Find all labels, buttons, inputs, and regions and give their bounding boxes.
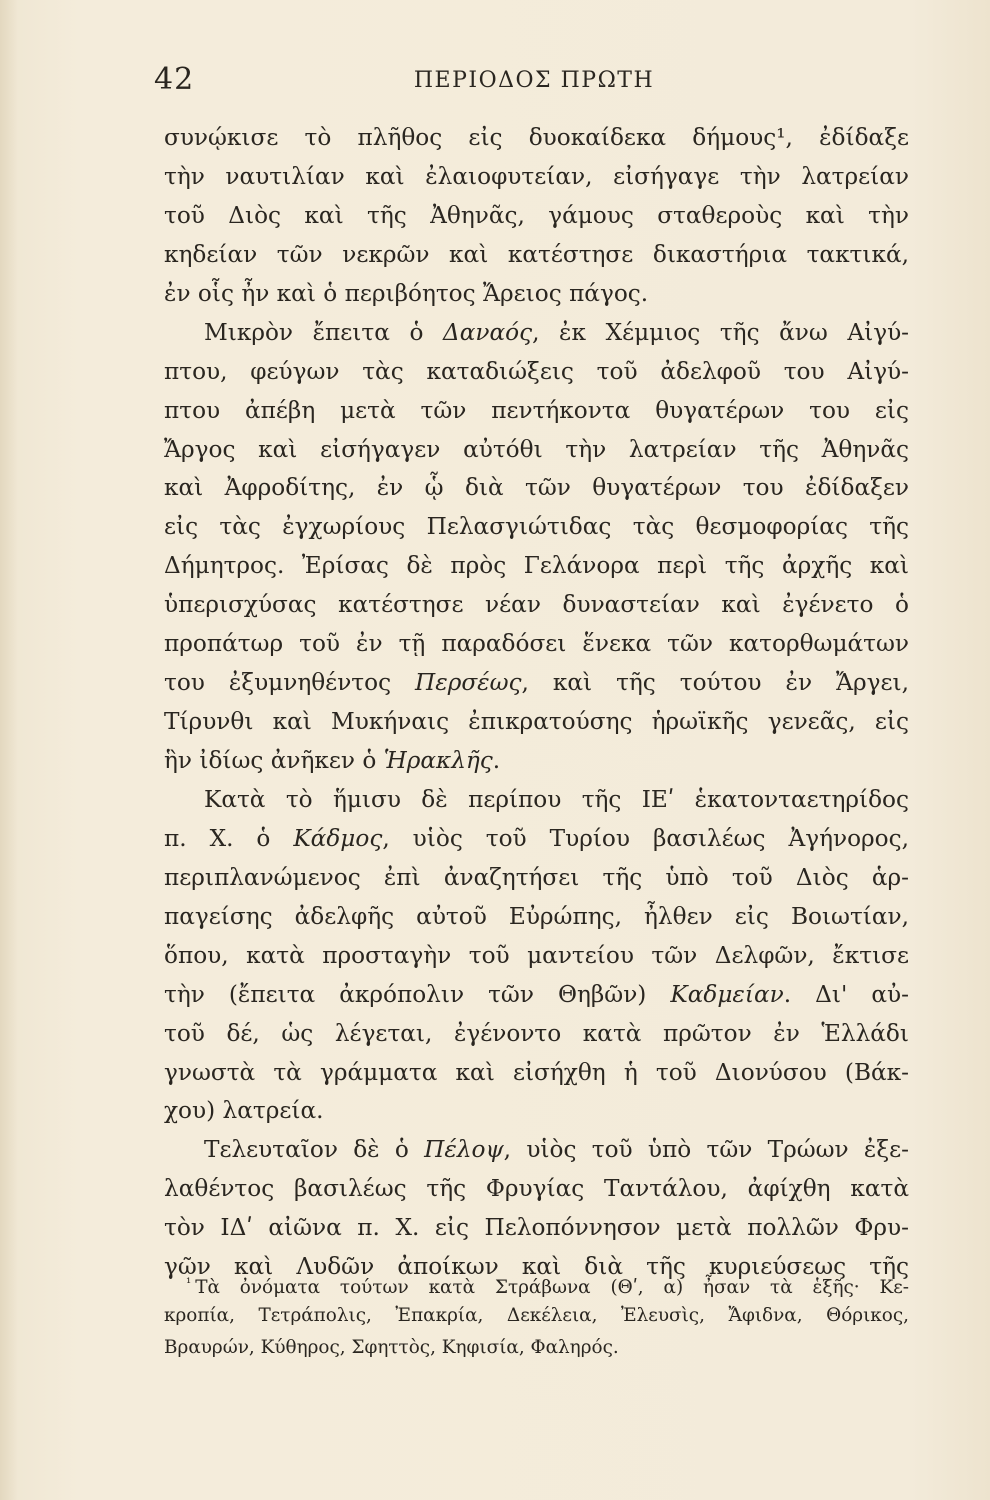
text-line: παγείσης ἀδελφῆς αὐτοῦ Εὐρώπης, ἦλθεν εἰς Βοιωτίαν, [164, 902, 909, 930]
text-line: ἣν ἰδίως ἀνῆκεν ὁ Ἡρακλῆς. [164, 747, 501, 774]
text-line: κηδείαν τῶν νεκρῶν καὶ κατέστησε δικαστήρια τακτικά, [164, 240, 909, 268]
text-line: τὴν (ἔπειτα ἀκρόπολιν τῶν Θηβῶν) Καδμείαν. Δι' αὐ- [164, 980, 909, 1008]
footnote-marker: ¹ [186, 1276, 192, 1291]
running-head: ΠΕΡΙΟΔΟΣ ΠΡΩΤΗ [413, 68, 655, 93]
text-line: πτου ἀπέβη μετὰ τῶν πεντήκοντα θυγατέρων του εἰς [164, 396, 909, 424]
page-gutter-shadow [0, 0, 18, 1500]
text-line: γῶν καὶ Λυδῶν ἀποίκων καὶ διὰ τῆς κυριεύσεως τῆς [164, 1253, 909, 1281]
text-line: τὴν ναυτιλίαν καὶ ἐλαιοφυτείαν, εἰσήγαγε τὴν λατρείαν [164, 162, 909, 190]
body-text [164, 119, 909, 1287]
text-line: Μικρὸν ἔπειτα ὁ Δαναός, ἐκ Χέμμιος τῆς ἄνω Αἰγύ- [204, 318, 909, 346]
footnote-line [164, 1268, 909, 1300]
footnote-text: Τὰ ὀνόματα τούτων κατὰ Στράβωνα (Θʹ, α) ἦσαν τὰ ἑξῆς· Κε- [195, 1277, 909, 1298]
text-line: περιπλανώμενος ἐπὶ ἀναζητήσει τῆς ὑπὸ τοῦ Διὸς ἁρ- [164, 863, 909, 891]
footnote-line: κροπία, Τετράπολις, Ἐπακρία, Δεκέλεια, Ἐλευσὶς, Ἄφιδνα, Θόρικος, [164, 1305, 909, 1326]
text-line: τὸν ΙΔʹ αἰῶνα π. Χ. εἰς Πελοπόννησον μετὰ πολλῶν Φρυ- [164, 1214, 909, 1242]
text-line: του ἐξυμνηθέντος Περσέως, καὶ τῆς τούτου ἐν Ἄργει, [164, 669, 909, 697]
text-line: τοῦ δέ, ὡς λέγεται, ἐγένοντο κατὰ πρῶτον ἐν Ἑλλάδι [164, 1019, 909, 1047]
text-line: καὶ Ἀφροδίτης, ἐν ᾧ διὰ τῶν θυγατέρων του ἐδίδαξεν [164, 474, 909, 502]
text-line: ὑπερισχύσας κατέστησε νέαν δυναστείαν καὶ ἐγένετο ὁ [164, 591, 909, 619]
text-line: Τίρυνθι καὶ Μυκήναις ἐπικρατούσης ἡρωϊκῆς γενεᾶς, εἰς [164, 708, 909, 736]
text-line: π. Χ. ὁ Κάδμος, υἱὸς τοῦ Τυρίου βασιλέως Ἀγήνορος, [164, 824, 909, 852]
text-line: συνῴκισε τὸ πλῆθος εἰς δυοκαίδεκα δήμους¹, ἐδίδαξε [164, 124, 909, 151]
text-line: προπάτωρ τοῦ ἐν τῇ παραδόσει ἕνεκα τῶν κατορθωμάτων [164, 630, 909, 658]
text-line: γνωστὰ τὰ γράμματα καὶ εἰσήχθη ἡ τοῦ Διονύσου (Βάκ- [164, 1058, 909, 1086]
text-line: πτου, φεύγων τὰς καταδιώξεις τοῦ ἀδελφοῦ του Αἰγύ- [164, 357, 909, 385]
text-line: Δήμητρος. Ἐρίσας δὲ πρὸς Γελάνορα περὶ τῆς ἀρχῆς καὶ [164, 552, 909, 580]
footnotes [164, 1268, 909, 1364]
text-line: χου) λατρεία. [164, 1097, 324, 1125]
page-number: 42 [154, 62, 195, 97]
page-header [150, 62, 910, 102]
text-line: Κατὰ τὸ ἥμισυ δὲ περίπου τῆς ΙΕʹ ἑκατονταετηρίδος [204, 785, 909, 813]
text-line: ἐν οἷς ἦν καὶ ὁ περιβόητος Ἄρειος πάγος. [164, 279, 649, 307]
text-line: Τελευταῖον δὲ ὁ Πέλοψ, υἱὸς τοῦ ὑπὸ τῶν Τρώων ἐξε- [204, 1136, 909, 1164]
text-line: Ἄργος καὶ εἰσήγαγεν αὐτόθι τὴν λατρείαν τῆς Ἀθηνᾶς [164, 435, 909, 463]
text-line: τοῦ Διὸς καὶ τῆς Ἀθηνᾶς, γάμους σταθεροὺς καὶ τὴν [164, 201, 909, 229]
text-line: ὅπου, κατὰ προσταγὴν τοῦ μαντείου τῶν Δελφῶν, ἔκτισε [164, 941, 909, 969]
footnote-line: Βραυρών, Κύθηρος, Σφηττὸς, Κηφισία, Φαληρός. [164, 1337, 619, 1358]
text-line: εἰς τὰς ἐγχωρίους Πελασγιώτιδας τὰς θεσμοφορίας τῆς [164, 513, 909, 541]
text-line: λαθέντος βασιλέως τῆς Φρυγίας Ταντάλου, ἀφίχθη κατὰ [164, 1175, 909, 1203]
